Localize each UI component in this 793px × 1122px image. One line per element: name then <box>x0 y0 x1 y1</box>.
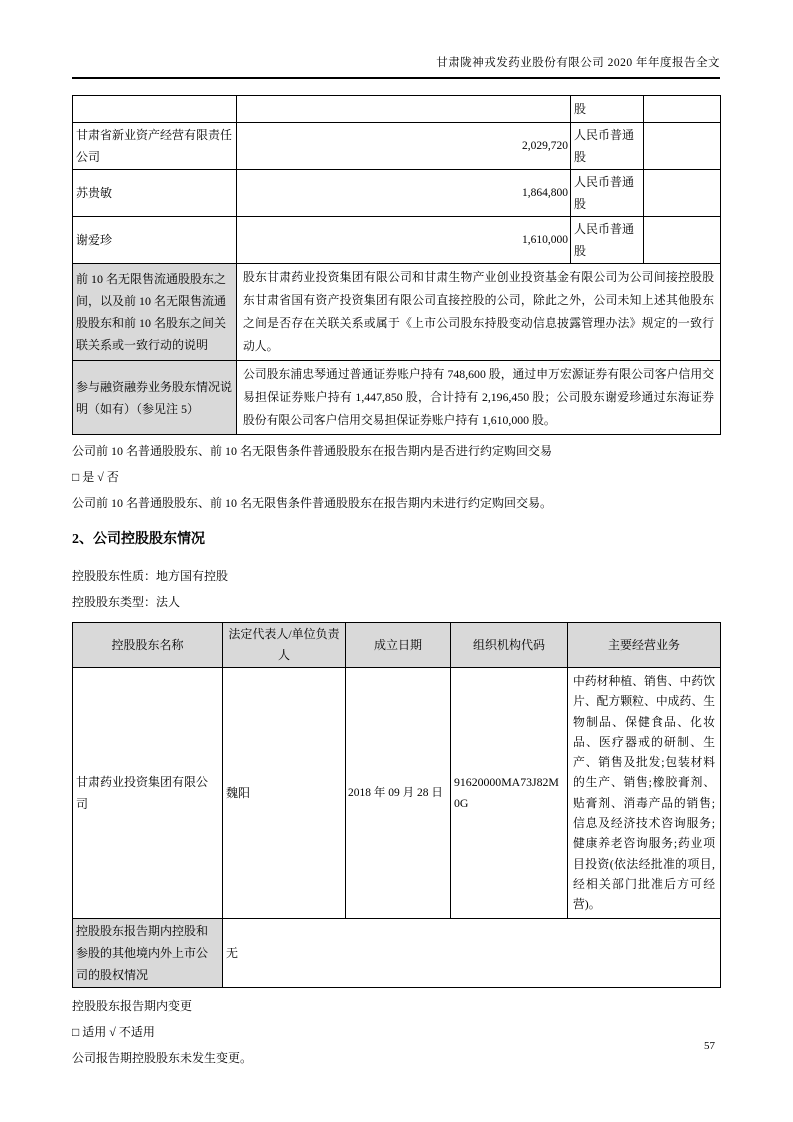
row-empty <box>644 123 721 170</box>
carryover-empty-1 <box>73 96 237 123</box>
controller-header-row <box>73 623 721 668</box>
shareholder-name: 甘肃省新业资产经营有限责任公司 <box>73 123 237 170</box>
header-cell-org-code: 组织机构代码 <box>451 623 568 668</box>
controller-info-block <box>72 564 720 615</box>
note-label: 前 10 名无限售流通股股东之间，以及前 10 名无限售流通股股东和前 10 名股东之间关联关系或一致行动的说明 <box>73 264 237 361</box>
page-number: 57 <box>704 1040 715 1052</box>
establish-date: 2018 年 09 月 28 日 <box>346 668 451 919</box>
share-type: 人民币普通股 <box>571 170 644 217</box>
page-content <box>72 0 720 1071</box>
shareholder-row <box>73 170 721 217</box>
controller-name: 甘肃药业投资集团有限公司 <box>73 668 223 919</box>
change-label: 控股股东报告期内变更 <box>72 998 193 1013</box>
repurchase-question: 公司前 10 名普通股股东、前 10 名无限售条件普通股股东在报告期内是否进行约定购回交易 <box>72 444 553 458</box>
section-heading: 2、公司控股股东情况 <box>72 532 205 547</box>
change-block <box>72 993 720 1071</box>
change-statement: 公司报告期控股股东未发生变更。 <box>72 1050 253 1065</box>
margin-trading-note-row <box>73 361 721 435</box>
carryover-empty-3 <box>644 96 721 123</box>
controller-table <box>72 622 721 988</box>
controller-type: 控股股东类型：法人 <box>72 594 181 609</box>
note-content: 公司股东浦忠琴通过普通证券账户持有 748,600 股，通过申万宏源证券有限公司客户信用交易担保证券账户持有 1,447,850 股，合计持有 2,196,450 股；公司股东谢爱珍通过东海证券股份有限公司客户信用交易担保证券账户持有 1,610,000 股。 <box>237 361 721 435</box>
carryover-row <box>73 96 721 123</box>
note-content: 股东甘肃药业投资集团有限公司和甘肃生物产业创业投资基金有限公司为公司间接控股股东甘肃省国有资产投资集团有限公司直接控股的公司，除此之外，公司未知上述其他股东之间是否存在关联关系或属于《上市公司股东持股变动信息披露管理办法》规定的一致行动人。 <box>237 264 721 361</box>
shareholder-name: 谢爱珍 <box>73 217 237 264</box>
repurchase-answer: □ 是 √ 否 <box>72 470 119 484</box>
shareholder-name: 苏贵敏 <box>73 170 237 217</box>
equity-value: 无 <box>223 918 721 987</box>
relation-note-row <box>73 264 721 361</box>
equity-row <box>73 918 721 987</box>
equity-label: 控股股东报告期内控股和参股的其他境内外上市公司的股权情况 <box>73 918 223 987</box>
header-cell-business: 主要经营业务 <box>568 623 721 668</box>
controller-nature: 控股股东性质：地方国有控股 <box>72 569 229 583</box>
carryover-empty-2 <box>237 96 571 123</box>
share-type: 人民币普通股 <box>571 217 644 264</box>
header-rule <box>72 77 720 79</box>
repurchase-block <box>72 438 720 516</box>
repurchase-statement: 公司前 10 名普通股股东、前 10 名无限售条件普通股股东在报告期内未进行约定购回交易。 <box>72 496 553 510</box>
header-cell-name: 控股股东名称 <box>73 623 223 668</box>
shareholder-row <box>73 217 721 264</box>
share-type: 人民币普通股 <box>571 123 644 170</box>
shareholder-row <box>73 123 721 170</box>
legal-representative: 魏阳 <box>223 668 346 919</box>
header-cell-representative: 法定代表人/单位负责人 <box>223 623 346 668</box>
share-count: 2,029,720 <box>237 123 571 170</box>
shareholder-table <box>72 95 721 435</box>
main-business: 中药材种植、销售、中药饮片、配方颗粒、中成药、生物制品、保健食品、化妆品、医疗器戒的研制、生产、销售及批发;包装材料的生产、销售;橡胶膏剂、贴膏剂、消毒产品的销售;信息及经济技术咨询服务;健康养老咨询服务;药业项目投资(依法经批准的项目,经相关部门批准后方可经营)。 <box>568 668 721 919</box>
row-empty <box>644 170 721 217</box>
share-count: 1,610,000 <box>237 217 571 264</box>
change-checkbox: □ 适用 √ 不适用 <box>72 1024 155 1039</box>
carryover-unit: 股 <box>571 96 644 123</box>
controller-row <box>73 668 721 919</box>
share-count: 1,864,800 <box>237 170 571 217</box>
header-cell-date: 成立日期 <box>346 623 451 668</box>
org-code: 91620000MA73J82M0G <box>451 668 568 919</box>
note-label: 参与融资融券业务股东情况说明（如有）（参见注 5） <box>73 361 237 435</box>
report-header-title: 甘肃陇神戎发药业股份有限公司 2020 年年度报告全文 <box>436 57 720 69</box>
row-empty <box>644 217 721 264</box>
